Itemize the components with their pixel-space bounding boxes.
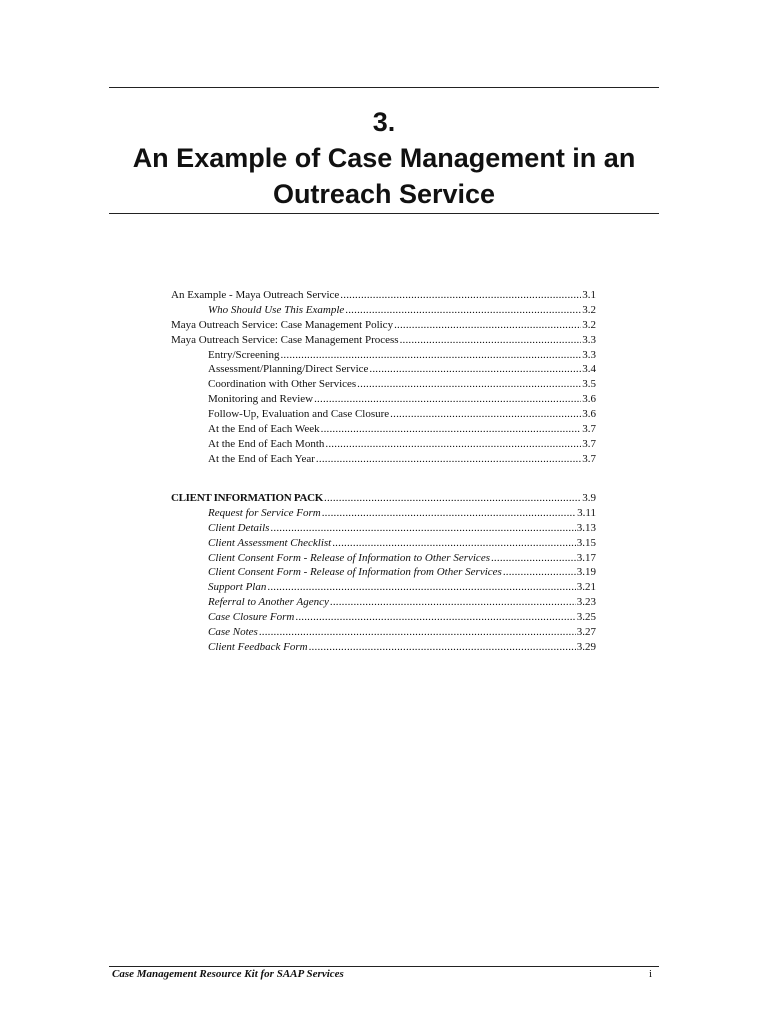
toc-entry-page: 3.27 bbox=[576, 626, 596, 639]
toc-entry-label: Request for Service Form bbox=[208, 506, 321, 519]
toc-entry[interactable] bbox=[171, 437, 596, 452]
toc-entry-page: 3.2 bbox=[582, 318, 596, 331]
toc-entry-label: Client Assessment Checklist bbox=[208, 536, 332, 549]
dot-leader bbox=[309, 640, 576, 655]
toc-entry-page: 3.7 bbox=[582, 423, 596, 436]
footer-rule bbox=[109, 966, 659, 967]
toc-entry[interactable] bbox=[171, 580, 596, 595]
toc-entry[interactable] bbox=[171, 392, 596, 407]
toc-entry[interactable] bbox=[171, 506, 596, 521]
client-information-pack-contents bbox=[171, 491, 596, 655]
toc-entry[interactable] bbox=[171, 407, 596, 422]
toc-entry-label: Client Details bbox=[208, 521, 270, 534]
dot-leader bbox=[325, 437, 581, 452]
toc-entry[interactable] bbox=[171, 610, 596, 625]
toc-entry[interactable] bbox=[171, 625, 596, 640]
toc-entry-label: Case Closure Form bbox=[208, 611, 295, 624]
chapter-title-line1: An Example of Case Management in an bbox=[132, 143, 636, 173]
dot-leader bbox=[295, 610, 575, 625]
toc-entry[interactable] bbox=[171, 452, 596, 467]
footer-page-number: i bbox=[648, 968, 652, 980]
toc-entry-page: 3.11 bbox=[577, 506, 596, 519]
chapter-number: 3. bbox=[372, 107, 396, 137]
dot-leader bbox=[390, 407, 581, 422]
dot-leader bbox=[369, 362, 581, 377]
toc-entry-page: 3.21 bbox=[576, 581, 596, 594]
toc-entry[interactable] bbox=[171, 348, 596, 363]
toc-entry-label: Follow-Up, Evaluation and Case Closure bbox=[208, 408, 390, 421]
dot-leader bbox=[316, 452, 581, 467]
toc-entry-page: 3.23 bbox=[576, 596, 596, 609]
toc-entry-page: 3.17 bbox=[576, 551, 596, 564]
toc-entry-label: Support Plan bbox=[208, 581, 267, 594]
chapter-heading bbox=[109, 104, 659, 212]
toc-entry-label: At the End of Each Month bbox=[208, 437, 325, 450]
toc-entry-page: 3.7 bbox=[582, 437, 596, 450]
toc-entry-label: An Example - Maya Outreach Service bbox=[171, 289, 340, 301]
toc-entry-label: Client Feedback Form bbox=[208, 640, 308, 653]
toc-entry-label: Client Consent Form - Release of Information from Other Services bbox=[208, 566, 502, 579]
dot-leader bbox=[270, 521, 575, 536]
toc-entry-page: 3.3 bbox=[582, 333, 596, 346]
toc-entry-label: Client Consent Form - Release of Information to Other Services bbox=[208, 551, 490, 564]
dot-leader bbox=[340, 288, 581, 303]
toc-entry[interactable] bbox=[171, 288, 596, 303]
toc-entry-label: Entry/Screening bbox=[208, 348, 280, 361]
toc-entry[interactable] bbox=[171, 551, 596, 566]
toc-entry-page: 3.13 bbox=[576, 521, 596, 534]
toc-entry[interactable] bbox=[171, 565, 596, 580]
dot-leader bbox=[314, 392, 581, 407]
toc-entry-label: Maya Outreach Service: Case Management Policy bbox=[171, 318, 394, 331]
toc-entry[interactable] bbox=[171, 640, 596, 655]
toc-entry[interactable] bbox=[171, 595, 596, 610]
toc-entry-page: 3.19 bbox=[576, 566, 596, 579]
toc-entry-page: 3.7 bbox=[582, 452, 596, 465]
dot-leader bbox=[503, 565, 576, 580]
toc-entry[interactable] bbox=[171, 362, 596, 377]
toc-entry-page: 3.15 bbox=[576, 536, 596, 549]
toc-entry[interactable] bbox=[171, 491, 596, 506]
toc-entry-page: 3.29 bbox=[576, 640, 596, 653]
toc-entry[interactable] bbox=[171, 422, 596, 437]
dot-leader bbox=[321, 422, 582, 437]
dot-leader bbox=[259, 625, 576, 640]
toc-entry-page: 3.2 bbox=[582, 303, 596, 316]
dot-leader bbox=[394, 318, 581, 333]
toc-entry-label: CLIENT INFORMATION PACK bbox=[171, 492, 323, 504]
toc-entry-page: 3.1 bbox=[582, 289, 596, 301]
toc-entry-label: Who Should Use This Example bbox=[208, 303, 345, 316]
dot-leader bbox=[345, 303, 581, 318]
toc-entry[interactable] bbox=[171, 333, 596, 348]
dot-leader bbox=[330, 595, 576, 610]
toc-entry-page: 3.25 bbox=[576, 611, 596, 624]
toc-entry-page: 3.4 bbox=[582, 363, 596, 376]
dot-leader bbox=[332, 536, 576, 551]
chapter-title-line2: Outreach Service bbox=[272, 179, 496, 209]
footer-title: Case Management Resource Kit for SAAP Services bbox=[112, 968, 344, 980]
dot-leader bbox=[357, 377, 581, 392]
toc-entry[interactable] bbox=[171, 303, 596, 318]
dot-leader bbox=[400, 333, 582, 348]
dot-leader bbox=[280, 348, 581, 363]
toc-entry-label: At the End of Each Year bbox=[208, 452, 315, 465]
toc-entry-page: 3.3 bbox=[582, 348, 596, 361]
toc-entry-page: 3.5 bbox=[582, 378, 596, 391]
dot-leader bbox=[267, 580, 575, 595]
heading-rule bbox=[109, 213, 659, 214]
toc-entry-label: Referral to Another Agency bbox=[208, 596, 329, 609]
toc-entry[interactable] bbox=[171, 536, 596, 551]
dot-leader bbox=[324, 491, 581, 506]
table-of-contents bbox=[171, 288, 596, 467]
dot-leader bbox=[322, 506, 576, 521]
toc-entry[interactable] bbox=[171, 521, 596, 536]
toc-entry-label: Coordination with Other Services bbox=[208, 378, 357, 391]
toc-entry[interactable] bbox=[171, 377, 596, 392]
toc-entry-label: Case Notes bbox=[208, 626, 258, 639]
toc-entry-label: At the End of Each Week bbox=[208, 423, 320, 436]
toc-entry-label: Maya Outreach Service: Case Management Process bbox=[171, 333, 399, 346]
toc-entry-label: Assessment/Planning/Direct Service bbox=[208, 363, 369, 376]
dot-leader bbox=[491, 551, 576, 566]
top-rule bbox=[109, 87, 659, 88]
toc-entry-page: 3.6 bbox=[582, 393, 596, 406]
toc-entry-page: 3.9 bbox=[582, 492, 596, 504]
toc-entry-page: 3.6 bbox=[582, 408, 596, 421]
toc-entry[interactable] bbox=[171, 318, 596, 333]
toc-entry-label: Monitoring and Review bbox=[208, 393, 314, 406]
